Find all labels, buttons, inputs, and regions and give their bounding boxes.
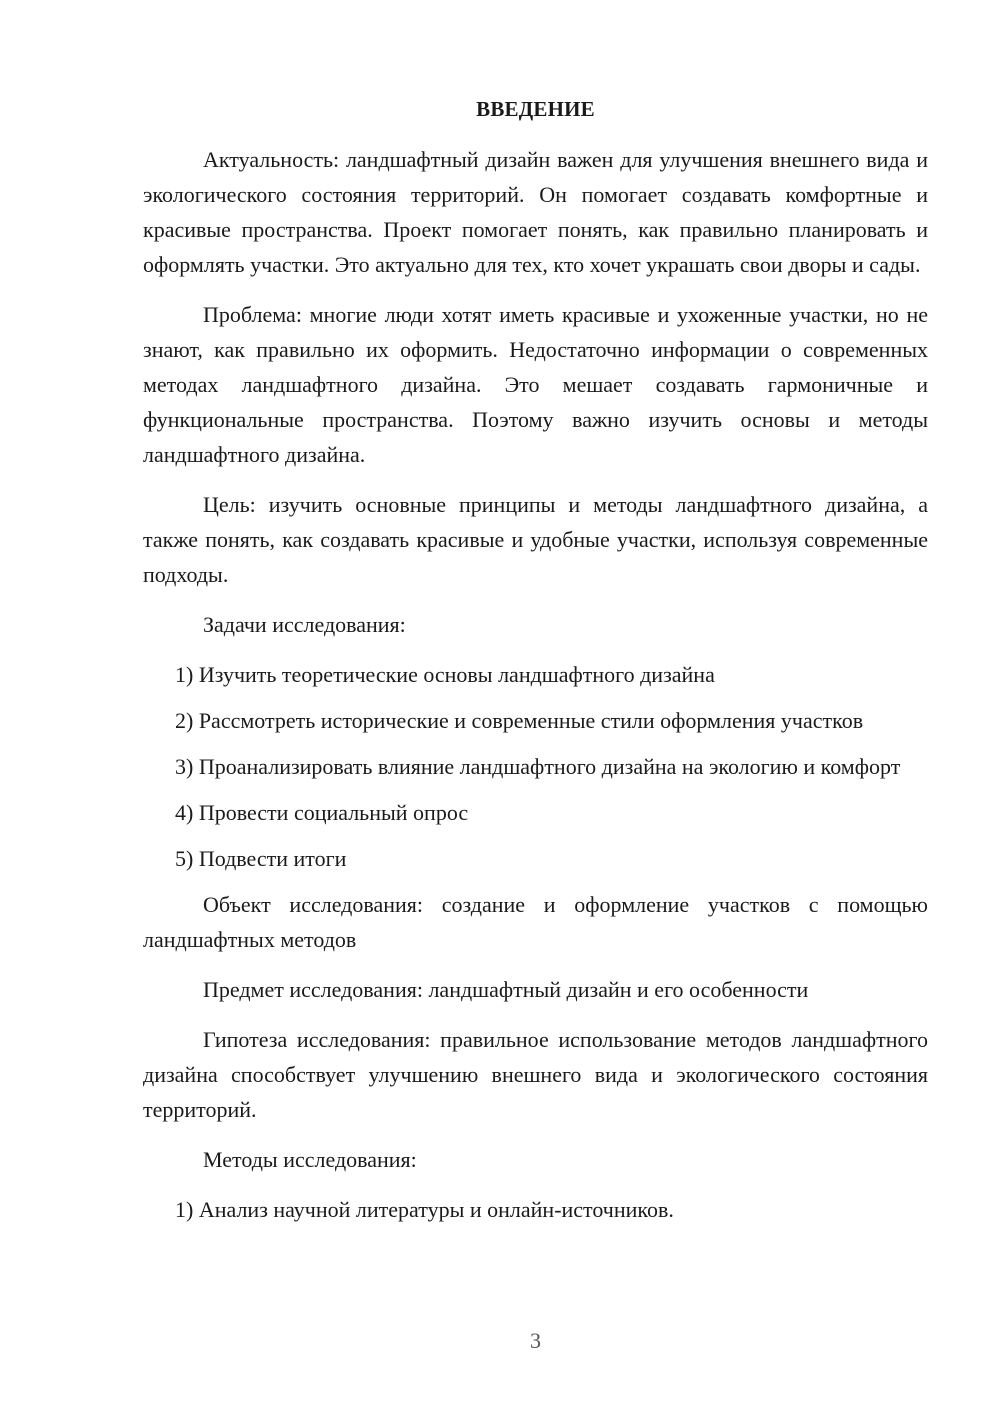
methods-heading: Методы исследования: [203, 1147, 417, 1172]
problem-paragraph: Проблема: многие люди хотят иметь красивые и ухоженные участки, но не знают, как правильно их оформить. Недостаточно информации о современных методах ландшафтного дизайна. Это мешает создавать гармоничные и функциональные пространства. Поэтому важно изучить основы и методы ландшафтного дизайна. [143, 302, 928, 467]
object-paragraph: Объект исследования: создание и оформление участков с помощью ландшафтных методов [143, 892, 928, 952]
method-item-1: 1) Анализ научной литературы и онлайн-источников. [175, 1197, 674, 1222]
relevance-paragraph: Актуальность: ландшафтный дизайн важен для улучшения внешнего вида и экологического состояния территорий. Он помогает создавать комфортные и красивые пространства. Проект помогает понять, как правильно планировать и оформлять участки. Это актуально для тех, кто хочет украшать свои дворы и сады. [143, 147, 928, 277]
page-number: 3 [530, 1328, 541, 1353]
hypothesis-paragraph: Гипотеза исследования: правильное использование методов ландшафтного дизайна способствует улучшению внешнего вида и экологического состояния территорий. [143, 1027, 928, 1122]
subject-paragraph: Предмет исследования: ландшафтный дизайн и его особенности [203, 977, 809, 1002]
section-title: ВВЕДЕНИЕ [476, 97, 595, 121]
goal-paragraph: Цель: изучить основные принципы и методы ландшафтного дизайна, а также понять, как создавать красивые и удобные участки, используя современные подходы. [143, 492, 928, 587]
task-item-2: 2) Рассмотреть исторические и современные стили оформления участков [175, 708, 864, 733]
task-item-4: 4) Провести социальный опрос [175, 800, 469, 825]
task-item-5: 5) Подвести итоги [175, 846, 347, 871]
task-item-3: 3) Проанализировать влияние ландшафтного дизайна на экологию и комфорт [175, 754, 901, 779]
task-item-1: 1) Изучить теоретические основы ландшафтного дизайна [175, 662, 715, 687]
document-page [143, 92, 928, 1238]
tasks-heading: Задачи исследования: [203, 612, 406, 637]
